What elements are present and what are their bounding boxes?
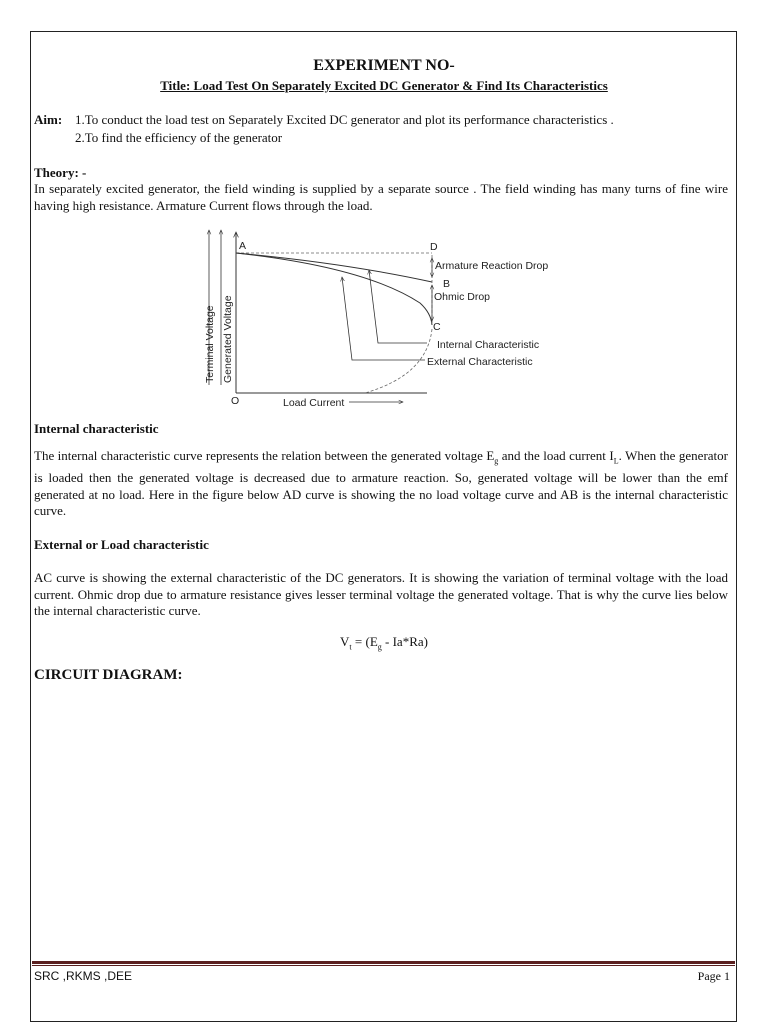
characteristic-figure [195, 225, 555, 411]
circuit-diagram-heading: CIRCUIT DIAGRAM: [34, 667, 183, 683]
footer-divider-thin [32, 965, 735, 966]
internal-characteristic-paragraph: The internal characteristic curve represents the relation between the generated voltage $E_g$ and the load current $I_L$. When the generator is loaded then the generated voltage is decreased due to armature reaction. So, generated voltage will be lower than the emf generated at no load. Here in the figure below AD curve is showing the no load voltage curve and AB is the internal characteristic curve. [34, 448, 728, 519]
experiment-heading: EXPERIMENT NO- [313, 57, 455, 74]
point-b-label: B [443, 278, 451, 290]
internal-characteristic-label: Internal Characteristic [437, 339, 540, 351]
internal-leader [369, 270, 427, 343]
ohmic-drop-label: Ohmic Drop [434, 291, 491, 303]
internal-curve [236, 253, 432, 282]
external-characteristic-heading: External or Load characteristic [34, 537, 209, 552]
external-characteristic-label: External Characteristic [427, 356, 533, 368]
terminal-voltage-equation: $V_t = (E_g - Ia*Ra)$ [340, 634, 428, 652]
aim-label: Aim: [34, 112, 63, 127]
theory-paragraph: In separately excited generator, the field winding is supplied by a separate source . The field winding has many turns of fine wire having high resistance. Armature Current flows through the load. [34, 181, 728, 213]
terminal-voltage-label: Terminal Voltage [204, 305, 216, 383]
footer-department: SRC ,RKMS ,DEE [34, 969, 133, 983]
point-c-label: C [433, 321, 441, 333]
internal-characteristic-heading: Internal characteristic [34, 421, 159, 436]
aim-item-1: 1.To conduct the load test on Separately Excited DC generator and plot its performance characteristics . [75, 112, 614, 127]
armature-reaction-drop-label: Armature Reaction Drop [435, 260, 549, 272]
footer-divider [32, 961, 735, 964]
external-leader [342, 277, 425, 360]
generated-voltage-label: Generated Voltage [222, 295, 234, 383]
external-curve-extension [365, 329, 432, 393]
point-a-label: A [239, 240, 247, 252]
external-curve [236, 253, 432, 325]
theory-label: Theory: - [34, 165, 87, 180]
page-border [30, 31, 737, 1022]
external-characteristic-paragraph: AC curve is showing the external characteristic of the DC generators. It is showing the variation of terminal voltage with the load current. Ohmic drop due to armature resistance gives lesser terminal voltage the generated voltage. That is why the curve lies below the internal characteristic curve. [34, 570, 728, 618]
aim-item-2: 2.To find the efficiency of the generator [75, 130, 283, 145]
point-d-label: D [430, 241, 438, 253]
experiment-title: Title: Load Test On Separately Excited DC Generator & Find Its Characteristics [160, 78, 608, 93]
origin-label: O [231, 395, 240, 407]
page-number: Page 1 [697, 969, 730, 983]
load-current-label: Load Current [283, 397, 345, 409]
